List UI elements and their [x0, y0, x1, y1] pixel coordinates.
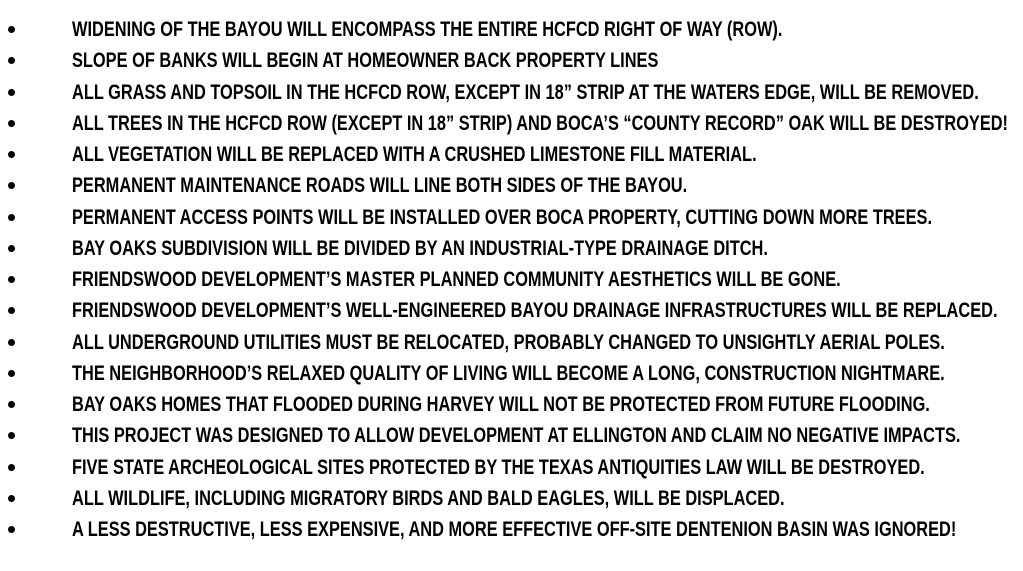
bullet-text: BAY OAKS HOMES THAT FLOODED DURING HARVEY WILL NOT BE PROTECTED FROM FUTURE FLOODING.: [72, 393, 930, 417]
bullet-text: THIS PROJECT WAS DESIGNED TO ALLOW DEVELOPMENT AT ELLINGTON AND CLAIM NO NEGATIVE IMPACTS.: [72, 424, 961, 448]
bullet-text: ALL UNDERGROUND UTILITIES MUST BE RELOCATED, PROBABLY CHANGED TO UNSIGHTLY AERIAL POLES.: [72, 330, 945, 354]
bullet-text: ALL TREES IN THE HCFCD ROW (EXCEPT IN 18” STRIP) AND BOCA’S “COUNTY RECORD” OAK WILL BE DESTROYED!: [72, 111, 1008, 135]
list-item: [0, 139, 1023, 170]
list-item: [0, 77, 1023, 108]
list-item: [0, 233, 1023, 264]
bullet-text: ALL GRASS AND TOPSOIL IN THE HCFCD ROW, EXCEPT IN 18” STRIP AT THE WATERS EDGE, WILL BE REMOVED.: [72, 80, 979, 104]
bullet-icon: [8, 57, 15, 64]
list-item: [0, 514, 1023, 545]
bullet-text: ALL WILDLIFE, INCLUDING MIGRATORY BIRDS AND BALD EAGLES, WILL BE DISPLACED.: [72, 486, 785, 510]
list-item: [0, 14, 1023, 45]
bullet-icon: [8, 120, 15, 127]
list-item: [0, 264, 1023, 295]
list-item: [0, 452, 1023, 483]
bullet-icon: [8, 182, 15, 189]
bullet-text: THE NEIGHBORHOOD’S RELAXED QUALITY OF LIVING WILL BECOME A LONG, CONSTRUCTION NIGHTMARE.: [72, 361, 945, 385]
list-item: [0, 108, 1023, 139]
bullet-icon: [8, 26, 15, 33]
bullet-text: PERMANENT ACCESS POINTS WILL BE INSTALLED OVER BOCA PROPERTY, CUTTING DOWN MORE TREES.: [72, 205, 932, 229]
bullet-icon: [8, 214, 15, 221]
bullet-icon: [8, 89, 15, 96]
bullet-icon: [8, 464, 15, 471]
bullet-text: FRIENDSWOOD DEVELOPMENT’S WELL-ENGINEERED BAYOU DRAINAGE INFRASTRUCTURES WILL BE REPLACED.: [72, 299, 998, 323]
bullet-icon: [8, 339, 15, 346]
bullet-icon: [8, 307, 15, 314]
list-item: [0, 295, 1023, 326]
list-item: [0, 420, 1023, 451]
bullet-text: A LESS DESTRUCTIVE, LESS EXPENSIVE, AND MORE EFFECTIVE OFF-SITE DENTENION BASIN WAS IGNORED!: [72, 518, 957, 542]
bullet-text: PERMANENT MAINTENANCE ROADS WILL LINE BOTH SIDES OF THE BAYOU.: [72, 174, 688, 198]
bullet-icon: [8, 276, 15, 283]
bullet-text: FIVE STATE ARCHEOLOGICAL SITES PROTECTED BY THE TEXAS ANTIQUITIES LAW WILL BE DESTROYED.: [72, 455, 925, 479]
bullet-icon: [8, 401, 15, 408]
bullet-icon: [8, 432, 15, 439]
list-item: [0, 45, 1023, 76]
bullet-text: ALL VEGETATION WILL BE REPLACED WITH A CRUSHED LIMESTONE FILL MATERIAL.: [72, 143, 757, 167]
list-item: [0, 358, 1023, 389]
bullet-text: WIDENING OF THE BAYOU WILL ENCOMPASS THE ENTIRE HCFCD RIGHT OF WAY (ROW).: [72, 18, 783, 42]
bullet-icon: [8, 370, 15, 377]
list-item: [0, 327, 1023, 358]
bullet-icon: [8, 245, 15, 252]
list-item: [0, 389, 1023, 420]
bullet-text: SLOPE OF BANKS WILL BEGIN AT HOMEOWNER BACK PROPERTY LINES: [72, 49, 659, 73]
bullet-text: BAY OAKS SUBDIVISION WILL BE DIVIDED BY AN INDUSTRIAL-TYPE DRAINAGE DITCH.: [72, 236, 768, 260]
bullet-icon: [8, 495, 15, 502]
bullet-icon: [8, 151, 15, 158]
list-item: [0, 483, 1023, 514]
bullet-icon: [8, 526, 15, 533]
list-item: [0, 170, 1023, 201]
bullet-text: FRIENDSWOOD DEVELOPMENT’S MASTER PLANNED COMMUNITY AESTHETICS WILL BE GONE.: [72, 268, 841, 292]
list-item: [0, 202, 1023, 233]
